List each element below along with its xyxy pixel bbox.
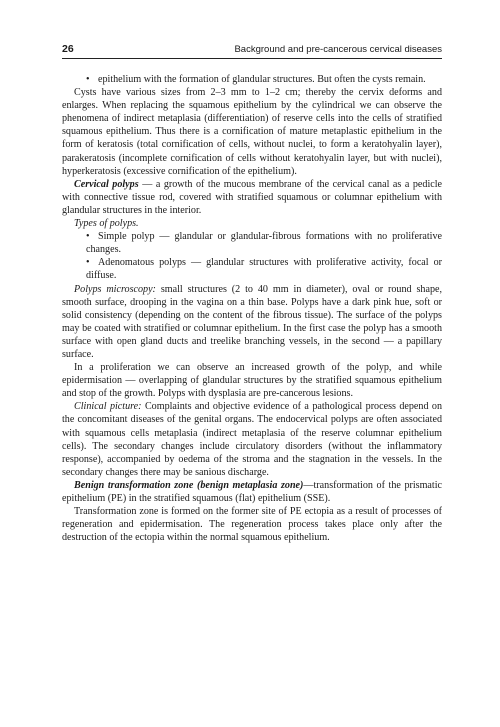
paragraph-transformation-zone: Transformation zone is formed on the former site of PE ectopia as a result of processes of regeneration and epidermisation. The regeneration process takes place only after the destruction of the ectopia within the normal squamous epithelium.	[62, 506, 442, 544]
bullet-text: Adenomatous polyps — glandular structures with proliferative activity, focal or diffuse.	[86, 257, 442, 282]
paragraph-clinical-picture	[62, 400, 442, 479]
bullet-icon: •	[86, 257, 90, 269]
bullet-text: Simple polyp — glandular or glandular-fibrous formations with no proliferative changes.	[86, 231, 442, 256]
bullet-icon: •	[86, 231, 90, 243]
body-text	[62, 73, 442, 544]
bullet-icon: •	[86, 74, 90, 85]
paragraph-polyps-microscopy	[62, 283, 442, 362]
bullet-item-simple-polyp	[62, 230, 442, 256]
paragraph-cervical-polyps	[62, 178, 442, 217]
page-header	[62, 44, 442, 59]
running-title: Background and pre-cancerous cervical diseases	[234, 44, 442, 55]
text-polyps-microscopy: small structures (2 to 40 mm in diameter), oval or round shape, smooth surface, drooping in the vagina on a thin base. Polyps have a dark pink hue, soft or solid consistency (depending on the content of the fibrous tissue). The surface of the polyps may be coated with stratified or columnar epithelium. In the first case the polyp has a smooth surface with open gland ducts and treelike branching vessels, in the second — a papillary surface.	[62, 283, 442, 360]
bullet-item-epithelium	[62, 73, 442, 86]
text-benign-zone: —transformation of the prismatic epithelium (PE) in the stratified squamous (flat) epithelium (SSE).	[62, 479, 442, 504]
term-clinical-picture: Clinical picture:	[74, 401, 142, 413]
paragraph-cysts: Cysts have various sizes from 2–3 mm to 1–2 cm; thereby the cervix deforms and enlarges. When replacing the squamous epithelium by the cylindrical we can observe the phenomena of indirect metaplasia (differentiation) of reserve cells into the cells of stratified squamous epithelium. Thus there is a cornification of mature metaplastic epithelium in the form of keratosis (total cornification of cells, without nuclei, to form a keratohyalin layer), parakeratosis (incomplete cornification of cells without keratohyalin layer, but with nuclei), hyperkeratosis (excessive cornification of the epithelium).	[62, 87, 442, 177]
term-polyps-microscopy: Polyps microscopy:	[74, 283, 156, 295]
paragraph-benign-zone	[62, 479, 442, 505]
term-cervical-polyps: Cervical polyps	[74, 178, 139, 190]
page-number: 26	[62, 43, 74, 55]
bullet-item-adenomatous-polyps	[62, 256, 442, 282]
heading-types-of-polyps: Types of polyps.	[74, 218, 139, 230]
term-benign-zone: Benign transformation zone (benign metaplasia zone)	[74, 479, 304, 491]
definition-cervical-polyps: — a growth of the mucous membrane of the cervical canal as a pedicle with connective tissue rod, covered with stratified squamous or columnar epithelium with glandular structures in the interior.	[62, 178, 443, 216]
bullet-text: epithelium with the formation of glandular structures. But often the cysts remain.	[98, 74, 426, 85]
paragraph-proliferation: In a proliferation we can observe an increased growth of the polyp, and while epidermisation — overlapping of glandular structures by the stratified squamous epithelium and stop of the growth. Polyps with dysplasia are pre-cancerous lesions.	[62, 362, 442, 400]
text-clinical-picture: Complaints and objective evidence of a pathological process depend on the concomitant diseases of the genital organs. The endocervical polyps are often associated with squamous cells metaplasia (indirect metaplasia of the reserve columnar epithelium cells). The secondary changes include circulatory disorders (without the inflammatory response), accompanied by oedema of the stroma and the stagnation in the vessels. In the secondary changes there may be sanious discharge.	[62, 401, 443, 478]
